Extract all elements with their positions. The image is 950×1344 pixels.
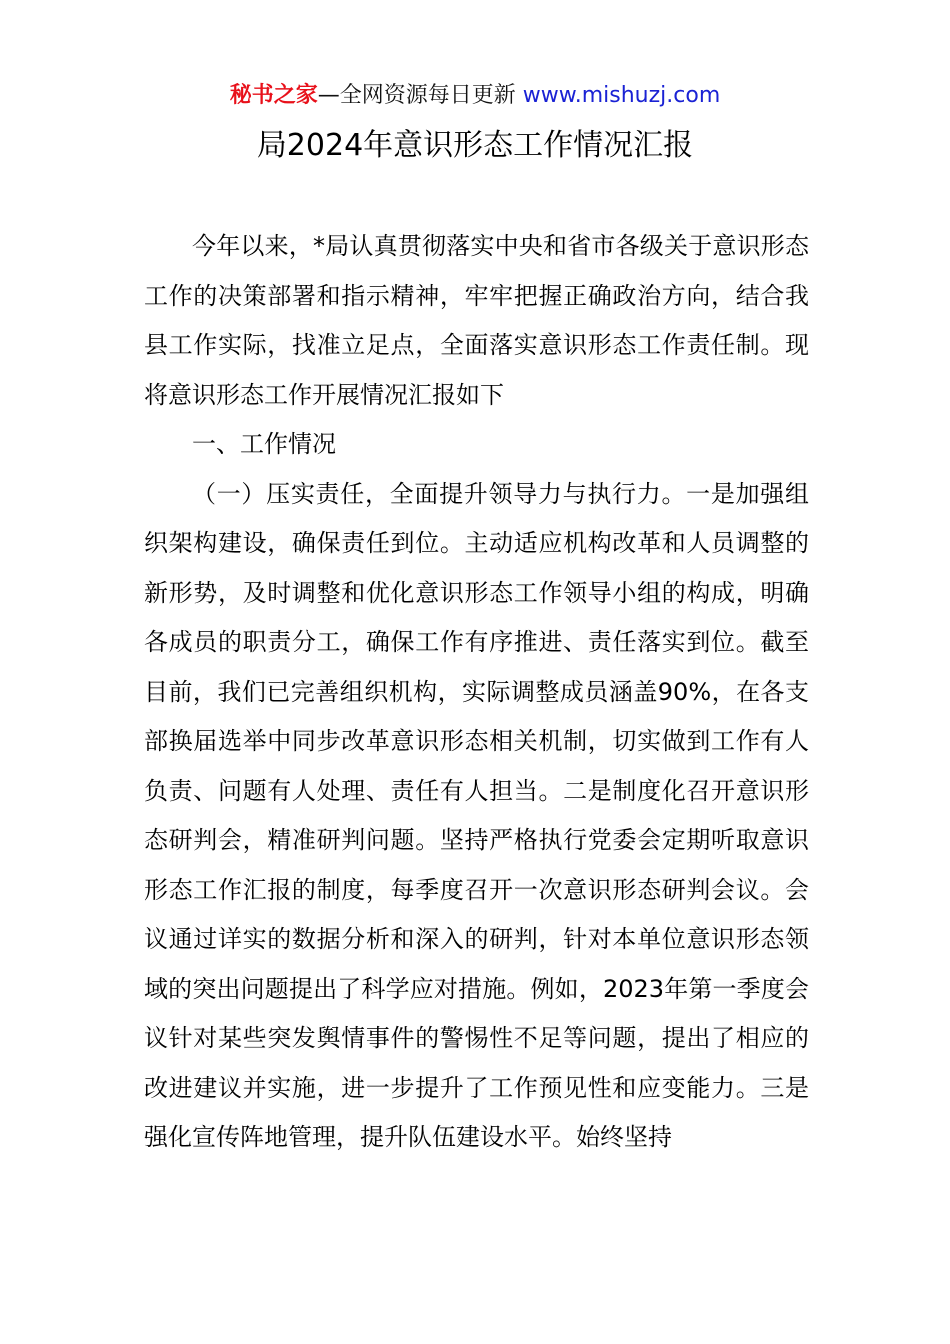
document-title: 局2024年意识形态工作情况汇报 xyxy=(256,128,694,163)
site-url-link[interactable]: www.mishuzj.com xyxy=(522,83,721,108)
section-heading: 一、工作情况 xyxy=(192,430,336,458)
brand-name: 秘书之家 xyxy=(229,83,318,108)
body-paragraph: （一）压实责任，全面提升领导力与执行力。一是加强组织架构建设，确保责任到位。主动适应机构改革和人员调整的新形势，及时调整和优化意识形态工作领导小组的构成，明确各成员的职责分工，确保工作有序推进、责任落实到位。截至目前，我们已完善组织机构，实际调整成员涵盖90%，在各支部换届选举中同步改革意识形态相关机制，切实做到工作有人负责、问题有人处理、责任有人担当。二是制度化召开意识形态研判会，精准研判问题。坚持严格执行党委会定期听取意识形态工作汇报的制度，每季度召开一次意识形态研判会议。会议通过详实的数据分析和深入的研判，针对本单位意识形态领域的突出问题提出了科学应对措施。例如，2023年第一季度会议针对某些突发舆情事件的警惕性不足等问题，提出了相应的改进建议并实施，进一步提升了工作预见性和应变能力。三是强化宣传阵地管理，提升队伍建设水平。始终坚持 xyxy=(144,479,809,1151)
banner-tagline: —全网资源每日更新 xyxy=(317,83,516,108)
document-body xyxy=(144,222,809,1163)
site-banner xyxy=(0,80,950,112)
intro-paragraph: 今年以来，*局认真贯彻落实中央和省市各级关于意识形态工作的决策部署和指示精神，牢牢把握正确政治方向，结合我县工作实际，找准立足点，全面落实意识形态工作责任制。现将意识形态工作开展情况汇报如下 xyxy=(144,232,809,409)
